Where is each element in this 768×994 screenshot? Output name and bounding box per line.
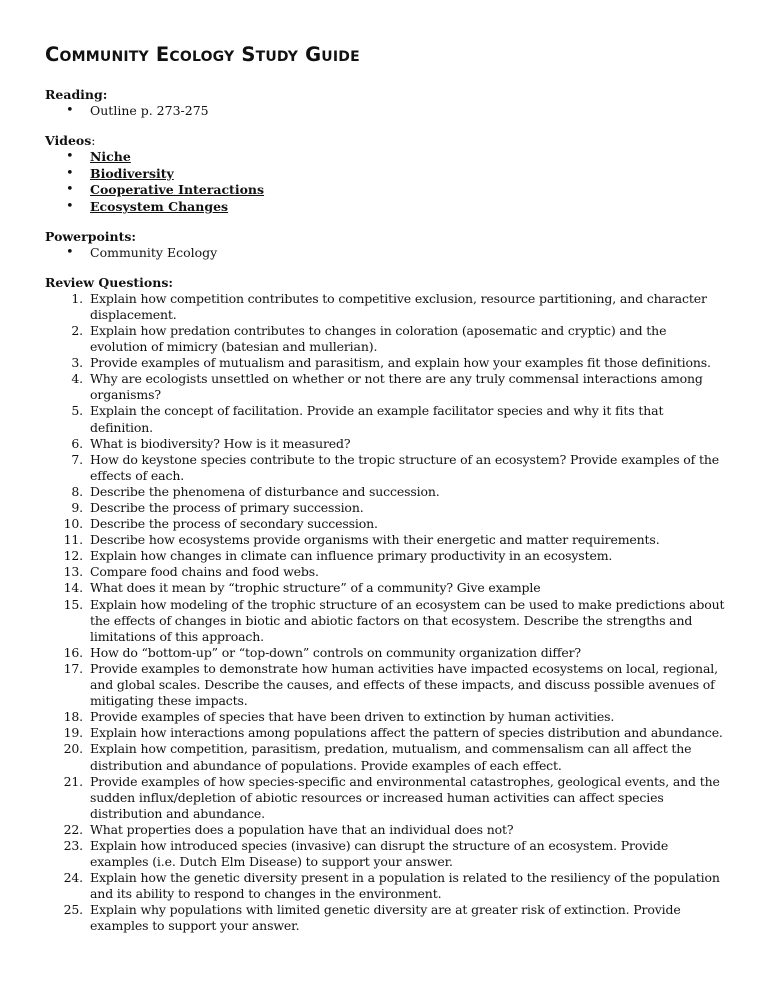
question-item: 22. What properties does a population have that an individual does not? — [63, 821, 514, 837]
question-item: 24. Explain how the genetic diversity present in a population is related to the resiliency of the population and its ability to respond to changes in the environment. — [63, 870, 720, 902]
question-text: Describe the phenomena of disturbance and succession. — [90, 483, 440, 499]
question-text: Provide examples of how species-specific and environmental catastrophes, geological events, and the sudden influx/depletion of abiotic resources or increased human activities can affect species distribution and abundance. — [90, 773, 720, 821]
question-text: What does it mean by “trophic structure” of a community? Give example — [90, 580, 541, 596]
reading-heading-text: Reading: — [45, 87, 108, 102]
videos-list — [45, 149, 725, 216]
question-text: Explain why populations with limited genetic diversity are at greater risk of extinction. Provide examples to support your answer. — [90, 902, 681, 934]
question-text: Describe how ecosystems provide organisms with their energetic and matter requirements. — [90, 532, 660, 548]
question-text: Provide examples of mutualism and parasitism, and explain how your examples fit those definitions. — [90, 355, 711, 371]
videos-heading — [45, 133, 725, 149]
video-link-ecosystem-changes[interactable]: Ecosystem Changes — [90, 199, 229, 215]
question-item: 11. Describe how ecosystems provide organisms with their energetic and matter requirements. — [63, 532, 660, 548]
question-text: Explain how introduced species (invasive) can disrupt the structure of an ecosystem. Provide examples (i.e. Dutch Elm Disease) to support your answer. — [90, 837, 669, 870]
question-text: Why are ecologists unsettled on whether or not there are any truly commensal interactions among organisms? — [90, 371, 703, 403]
question-text: Explain how interactions among populations affect the pattern of species distribution and abundance. — [90, 725, 723, 741]
video-link-niche[interactable]: Niche — [90, 148, 131, 164]
page-title: Community Ecology Study Guide — [45, 43, 360, 66]
video-item — [45, 166, 725, 183]
question-text: How do “bottom-up” or “top-down” controls on community organization differ? — [90, 644, 581, 660]
question-text: Explain how competition, parasitism, predation, mutualism, and commensalism can all affect the distribution and abundance of populations. Provide examples of each effect. — [90, 741, 692, 773]
powerpoint-item: • Community Ecology — [45, 245, 725, 262]
videos-heading-colon: : — [91, 132, 96, 148]
video-link-biodiversity[interactable]: Biodiversity — [90, 165, 174, 181]
review-questions-list — [45, 291, 725, 935]
question-item: 18. Provide examples of species that have been driven to extinction by human activities. — [63, 709, 615, 725]
question-text: Describe the process of secondary succession. — [90, 516, 378, 532]
review-questions-heading — [45, 275, 725, 291]
video-item — [45, 182, 725, 199]
question-item: 23. Explain how introduced species (invasive) can disrupt the structure of an ecosystem. Provide examples (i.e. Dutch Elm Disease) to support your answer. — [63, 837, 669, 870]
question-item: 3. Provide examples of mutualism and parasitism, and explain how your examples fit those definitions. — [71, 355, 711, 371]
question-text: What is biodiversity? How is it measured? — [90, 435, 351, 451]
powerpoints-heading-text: Powerpoints: — [45, 228, 137, 244]
question-item: 10. Describe the process of secondary succession. — [63, 516, 378, 532]
question-text: Provide examples of species that have been driven to extinction by human activities. — [90, 709, 615, 725]
study-guide-page — [45, 40, 725, 935]
question-text: Provide examples to demonstrate how human activities have impacted ecosystems on local, regional, and global scales. Describe the causes, and effects of these impacts, and discuss possible avenues of mitigating these impacts. — [90, 660, 718, 709]
videos-heading-text: Videos — [45, 132, 92, 148]
question-text: Explain how modeling of the trophic structure of an ecosystem can be used to make predictions about the effects of changes in biotic and abiotic factors on that ecosystem. Describe the strengths and limitations of this approach. — [90, 596, 725, 644]
question-text: Describe the process of primary succession. — [90, 500, 364, 515]
question-item: 15. Explain how modeling of the trophic structure of an ecosystem can be used to make predictions about the effects of changes in biotic and abiotic factors on that ecosystem. Describe the strengths and limitations of this approach. — [63, 596, 725, 644]
question-item: 13. Compare food chains and food webs. — [63, 564, 319, 580]
question-text: Compare food chains and food webs. — [90, 564, 319, 580]
reading-item: • Outline p. 273-275 — [45, 103, 725, 120]
question-item: 9. Describe the process of primary succession. — [71, 500, 364, 515]
question-item: 8. Describe the phenomena of disturbance and succession. — [71, 483, 440, 499]
question-item: 21. Provide examples of how species-specific and environmental catastrophes, geological events, and the sudden influx/depletion of abiotic resources or increased human activities can affect species distribution and abundance. — [63, 773, 720, 821]
question-text: Explain how competition contributes to competitive exclusion, resource partitioning, and character displacement. — [90, 290, 707, 322]
question-item: 17. Provide examples to demonstrate how human activities have impacted ecosystems on local, regional, and global scales. Describe the causes, and effects of these impacts, and discuss possible avenues of mitigating these impacts. — [63, 660, 718, 709]
question-item: 4. Why are ecologists unsettled on whether or not there are any truly commensal interactions among organisms? — [71, 371, 703, 403]
question-item: 6. What is biodiversity? How is it measured? — [71, 435, 351, 451]
question-item: 7. How do keystone species contribute to the tropic structure of an ecosystem? Provide examples of the effects of each. — [71, 451, 719, 483]
video-link-cooperative-interactions[interactable]: Cooperative Interactions — [90, 182, 265, 198]
reading-heading — [45, 87, 725, 103]
review-questions-heading-text: Review Questions: — [45, 274, 173, 290]
question-item: 25. Explain why populations with limited genetic diversity are at greater risk of extinction. Provide examples to support your answer. — [63, 902, 681, 934]
question-item: 12. Explain how changes in climate can influence primary productivity in an ecosystem. — [63, 548, 613, 564]
question-item: 16. How do “bottom-up” or “top-down” controls on community organization differ? — [63, 644, 581, 660]
question-text: Explain how changes in climate can influence primary productivity in an ecosystem. — [90, 548, 613, 564]
question-text: How do keystone species contribute to the tropic structure of an ecosystem? Provide examples of the effects of each. — [90, 451, 719, 483]
reading-list — [45, 103, 725, 120]
question-text: What properties does a population have that an individual does not? — [90, 821, 514, 837]
question-item: 1. Explain how competition contributes to competitive exclusion, resource partitioning, and character displacement. — [71, 290, 707, 322]
question-text: Explain how the genetic diversity present in a population is related to the resiliency of the population and its ability to respond to changes in the environment. — [90, 870, 720, 902]
question-item: 5. Explain the concept of facilitation. Provide an example facilitator species and why it fits that definition. — [71, 403, 664, 435]
video-item — [45, 149, 725, 166]
question-text: Explain the concept of facilitation. Provide an example facilitator species and why it fits that definition. — [90, 403, 664, 435]
question-item: 14. What does it mean by “trophic structure” of a community? Give example — [63, 580, 541, 596]
question-text: Explain how predation contributes to changes in coloration (aposematic and cryptic) and the evolution of mimicry (batesian and mullerian). — [90, 322, 667, 355]
question-item: 2. Explain how predation contributes to changes in coloration (aposematic and cryptic) and the evolution of mimicry (batesian and mullerian). — [71, 322, 667, 355]
question-item: 20. Explain how competition, parasitism, predation, mutualism, and commensalism can all affect the distribution and abundance of populations. Provide examples of each effect. — [63, 741, 692, 773]
powerpoints-heading — [45, 229, 725, 245]
powerpoints-list — [45, 245, 725, 262]
question-item: 19. Explain how interactions among populations affect the pattern of species distribution and abundance. — [63, 725, 723, 741]
video-item — [45, 199, 725, 216]
